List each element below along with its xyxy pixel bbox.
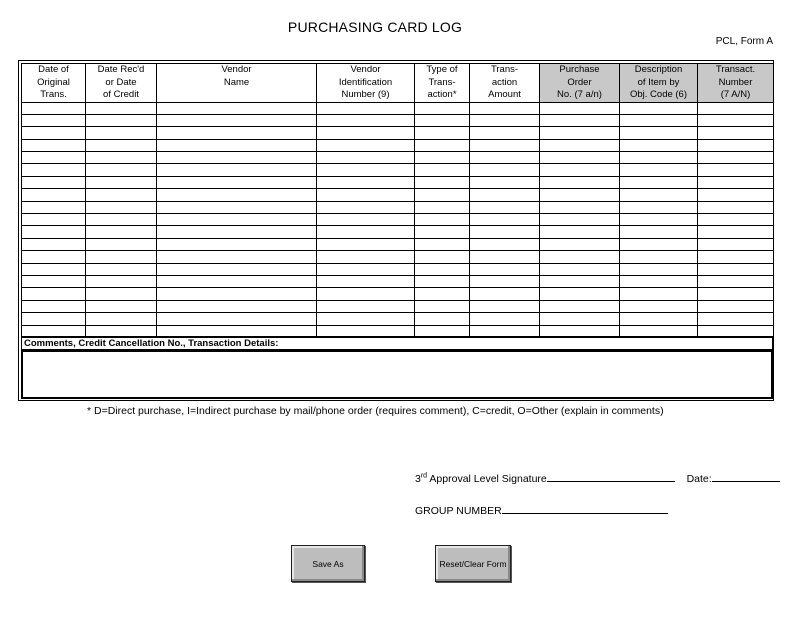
column-header-line: Number — [718, 76, 753, 88]
table-cell[interactable] — [317, 102, 415, 114]
table-cell[interactable] — [415, 263, 470, 275]
column-header — [22, 64, 86, 103]
table-cell[interactable] — [317, 251, 415, 263]
table-row — [22, 300, 774, 312]
table-header-row — [22, 64, 774, 103]
table-cell[interactable] — [620, 164, 698, 176]
table-cell[interactable] — [22, 313, 86, 325]
table-cell[interactable] — [86, 313, 157, 325]
table-cell[interactable] — [22, 288, 86, 300]
table-cell[interactable] — [317, 127, 415, 139]
signature-field[interactable] — [547, 471, 675, 482]
table-cell[interactable] — [415, 275, 470, 287]
table-cell[interactable] — [470, 139, 540, 151]
column-header-line: action — [491, 76, 518, 88]
column-header-line: Original — [37, 76, 70, 88]
table-cell[interactable] — [86, 226, 157, 238]
column-header-line: Trans. — [40, 89, 67, 100]
table-cell[interactable] — [157, 214, 317, 226]
column-header-line: Name — [223, 76, 250, 88]
table-cell[interactable] — [470, 201, 540, 213]
table-cell[interactable] — [415, 139, 470, 151]
table-cell[interactable] — [415, 102, 470, 114]
column-header — [415, 64, 470, 103]
table-cell[interactable] — [620, 226, 698, 238]
table-cell[interactable] — [22, 189, 86, 201]
table-cell[interactable] — [317, 275, 415, 287]
table-cell[interactable] — [157, 275, 317, 287]
table-cell[interactable] — [317, 214, 415, 226]
column-header-line: Date Rec'd — [97, 64, 145, 75]
table-cell[interactable] — [620, 263, 698, 275]
group-number-field[interactable] — [502, 503, 668, 514]
table-cell[interactable] — [86, 189, 157, 201]
table-cell[interactable] — [470, 313, 540, 325]
column-header-line: No. (7 a/n) — [557, 89, 602, 100]
table-cell[interactable] — [86, 275, 157, 287]
table-cell[interactable] — [22, 275, 86, 287]
table-cell[interactable] — [540, 263, 620, 275]
table-cell[interactable] — [698, 313, 774, 325]
table-cell[interactable] — [86, 238, 157, 250]
table-cell[interactable] — [470, 176, 540, 188]
table-cell[interactable] — [22, 176, 86, 188]
table-cell[interactable] — [470, 102, 540, 114]
table-cell[interactable] — [540, 189, 620, 201]
column-header-line: Purchase — [559, 64, 600, 75]
table-cell[interactable] — [22, 164, 86, 176]
column-header-line: Type of — [426, 64, 458, 75]
column-header-line: Vendor — [350, 64, 381, 75]
table-cell[interactable] — [540, 226, 620, 238]
table-cell[interactable] — [470, 263, 540, 275]
table-cell[interactable] — [86, 300, 157, 312]
table-cell[interactable] — [698, 238, 774, 250]
table-cell[interactable] — [470, 114, 540, 126]
table-cell[interactable] — [698, 176, 774, 188]
column-header — [698, 64, 774, 103]
table-cell[interactable] — [22, 127, 86, 139]
table-cell[interactable] — [698, 300, 774, 312]
table-cell[interactable] — [157, 127, 317, 139]
column-header-line: Amount — [488, 89, 521, 100]
table-cell[interactable] — [470, 238, 540, 250]
table-cell[interactable] — [317, 263, 415, 275]
table-cell[interactable] — [415, 189, 470, 201]
table-row — [22, 238, 774, 250]
table-cell[interactable] — [317, 313, 415, 325]
table-cell[interactable] — [698, 114, 774, 126]
table-cell[interactable] — [317, 189, 415, 201]
table-cell[interactable] — [540, 238, 620, 250]
column-header-line — [157, 89, 316, 101]
table-cell[interactable] — [157, 226, 317, 238]
group-number-label: GROUP NUMBER — [415, 505, 502, 517]
column-header-line: or Date — [105, 76, 137, 88]
table-cell[interactable] — [698, 275, 774, 287]
table-cell[interactable] — [540, 275, 620, 287]
table-cell[interactable] — [86, 201, 157, 213]
table-cell[interactable] — [540, 288, 620, 300]
table-cell[interactable] — [157, 201, 317, 213]
table-cell[interactable] — [317, 238, 415, 250]
table-row — [22, 176, 774, 188]
table-cell[interactable] — [317, 300, 415, 312]
table-cell[interactable] — [157, 114, 317, 126]
table-cell[interactable] — [317, 114, 415, 126]
table-cell[interactable] — [470, 214, 540, 226]
table-cell[interactable] — [317, 288, 415, 300]
column-header — [620, 64, 698, 103]
table-cell[interactable] — [415, 152, 470, 164]
signature-ordinal-suffix: rd — [420, 472, 428, 480]
table-row — [22, 201, 774, 213]
table-cell[interactable] — [415, 226, 470, 238]
table-cell[interactable] — [620, 114, 698, 126]
table-cell[interactable] — [620, 176, 698, 188]
table-body — [22, 102, 774, 337]
table-cell[interactable] — [157, 251, 317, 263]
table-cell[interactable] — [86, 127, 157, 139]
column-header-line: (7 A/N) — [720, 89, 751, 100]
table-cell[interactable] — [698, 164, 774, 176]
table-cell[interactable] — [620, 251, 698, 263]
table-cell[interactable] — [540, 164, 620, 176]
table-cell[interactable] — [540, 102, 620, 114]
table-cell[interactable] — [22, 226, 86, 238]
table-cell[interactable] — [620, 152, 698, 164]
signature-row — [415, 471, 780, 485]
table-cell[interactable] — [415, 251, 470, 263]
table-cell[interactable] — [620, 313, 698, 325]
table-cell[interactable] — [317, 176, 415, 188]
comments-label: Comments, Credit Cancellation No., Transaction Details: — [21, 336, 773, 350]
table-cell[interactable] — [698, 152, 774, 164]
table-cell[interactable] — [620, 102, 698, 114]
table-cell[interactable] — [22, 263, 86, 275]
table-cell[interactable] — [698, 189, 774, 201]
table-cell[interactable] — [620, 300, 698, 312]
table-cell[interactable] — [698, 251, 774, 263]
table-cell[interactable] — [415, 114, 470, 126]
table-cell[interactable] — [698, 102, 774, 114]
table-cell[interactable] — [415, 201, 470, 213]
table-cell[interactable] — [620, 288, 698, 300]
table-row — [22, 164, 774, 176]
group-number-row — [415, 503, 668, 517]
table-cell[interactable] — [22, 238, 86, 250]
table-cell[interactable] — [540, 300, 620, 312]
table-cell[interactable] — [415, 288, 470, 300]
table-cell[interactable] — [86, 176, 157, 188]
table-cell[interactable] — [540, 152, 620, 164]
column-header-line: Order — [567, 76, 592, 88]
table-cell[interactable] — [415, 300, 470, 312]
table-cell[interactable] — [22, 152, 86, 164]
table-cell[interactable] — [157, 313, 317, 325]
transaction-type-footnote: * D=Direct purchase, I=Indirect purchase by mail/phone order (requires comment), C=credit, O=Other (explain in comments) — [87, 405, 664, 417]
table-cell[interactable] — [22, 201, 86, 213]
column-header-line: Trans- — [428, 76, 456, 88]
table-cell[interactable] — [86, 263, 157, 275]
table-cell[interactable] — [22, 102, 86, 114]
table-cell[interactable] — [157, 189, 317, 201]
table-cell[interactable] — [698, 226, 774, 238]
column-header — [540, 64, 620, 103]
table-cell[interactable] — [86, 139, 157, 151]
table-cell[interactable] — [540, 313, 620, 325]
table-cell[interactable] — [470, 152, 540, 164]
table-cell[interactable] — [540, 127, 620, 139]
table-cell[interactable] — [540, 251, 620, 263]
comments-field[interactable] — [21, 350, 773, 399]
table-cell[interactable] — [540, 139, 620, 151]
table-cell[interactable] — [620, 189, 698, 201]
table-row — [22, 127, 774, 139]
column-header-line: of Credit — [103, 89, 139, 100]
table-cell[interactable] — [470, 127, 540, 139]
table-cell[interactable] — [540, 201, 620, 213]
table-cell[interactable] — [157, 288, 317, 300]
table-cell[interactable] — [317, 226, 415, 238]
column-header-line: Identification — [338, 76, 393, 88]
table-cell[interactable] — [86, 251, 157, 263]
column-header-line: action* — [427, 89, 457, 100]
column-header — [86, 64, 157, 103]
column-header-line: Description — [634, 64, 683, 75]
table-cell[interactable] — [22, 300, 86, 312]
table-cell[interactable] — [415, 313, 470, 325]
table-cell[interactable] — [698, 288, 774, 300]
table-cell[interactable] — [86, 114, 157, 126]
table-cell[interactable] — [620, 139, 698, 151]
column-header-line: Vendor — [221, 64, 252, 76]
table-cell[interactable] — [540, 214, 620, 226]
signature-ordinal: 3 — [415, 473, 421, 485]
table-cell[interactable] — [540, 176, 620, 188]
table-cell[interactable] — [157, 164, 317, 176]
table-row — [22, 214, 774, 226]
table-cell[interactable] — [470, 189, 540, 201]
column-header — [470, 64, 540, 103]
column-header — [317, 64, 415, 103]
table-cell[interactable] — [157, 176, 317, 188]
table-cell[interactable] — [317, 201, 415, 213]
table-cell[interactable] — [157, 139, 317, 151]
table-row — [22, 114, 774, 126]
table-cell[interactable] — [86, 214, 157, 226]
table-cell[interactable] — [22, 114, 86, 126]
table-cell[interactable] — [157, 102, 317, 114]
table-cell[interactable] — [22, 139, 86, 151]
table-cell[interactable] — [470, 164, 540, 176]
table-cell[interactable] — [317, 164, 415, 176]
table-cell[interactable] — [470, 275, 540, 287]
table-cell[interactable] — [470, 251, 540, 263]
table-cell[interactable] — [157, 300, 317, 312]
form-id: PCL, Form A — [715, 36, 773, 47]
table-cell[interactable] — [415, 176, 470, 188]
column-header-line: Number (9) — [341, 89, 390, 100]
reset-clear-form-button[interactable]: Reset/Clear Form — [435, 545, 511, 582]
column-header-line: of Item by — [637, 76, 680, 88]
column-header — [157, 64, 317, 103]
table-row — [22, 189, 774, 201]
table-row — [22, 251, 774, 263]
date-field[interactable] — [712, 471, 780, 482]
table-cell[interactable] — [698, 201, 774, 213]
column-header-line: Obj. Code (6) — [629, 89, 688, 100]
table-cell[interactable] — [698, 263, 774, 275]
table-cell[interactable] — [86, 102, 157, 114]
column-header-line: Trans- — [490, 64, 519, 75]
save-as-button[interactable]: Save As — [291, 545, 365, 582]
table-cell[interactable] — [698, 127, 774, 139]
table-cell[interactable] — [620, 201, 698, 213]
table-row — [22, 263, 774, 275]
purchasing-log-table — [21, 63, 774, 338]
column-header-line: Date of — [38, 64, 69, 75]
table-cell[interactable] — [22, 214, 86, 226]
table-row — [22, 152, 774, 164]
table-cell[interactable] — [470, 300, 540, 312]
table-cell[interactable] — [540, 114, 620, 126]
table-cell[interactable] — [620, 238, 698, 250]
table-cell[interactable] — [415, 238, 470, 250]
table-row — [22, 139, 774, 151]
table-cell[interactable] — [415, 214, 470, 226]
table-cell[interactable] — [317, 139, 415, 151]
table-cell[interactable] — [22, 251, 86, 263]
table-cell[interactable] — [157, 152, 317, 164]
table-row — [22, 275, 774, 287]
table-cell[interactable] — [415, 127, 470, 139]
column-header-line: Transact. — [715, 64, 756, 75]
table-cell[interactable] — [620, 214, 698, 226]
table-row — [22, 313, 774, 325]
table-cell[interactable] — [415, 164, 470, 176]
table-cell[interactable] — [698, 139, 774, 151]
table-cell[interactable] — [317, 152, 415, 164]
table-row — [22, 288, 774, 300]
table-cell[interactable] — [86, 288, 157, 300]
table-cell[interactable] — [620, 127, 698, 139]
table-cell[interactable] — [157, 263, 317, 275]
signature-label: Approval Level Signature — [429, 473, 547, 485]
table-cell[interactable] — [157, 238, 317, 250]
table-cell[interactable] — [86, 152, 157, 164]
form-title: PURCHASING CARD LOG — [287, 19, 463, 35]
table-row — [22, 226, 774, 238]
table-cell[interactable] — [698, 214, 774, 226]
table-cell[interactable] — [86, 164, 157, 176]
table-cell[interactable] — [470, 288, 540, 300]
table-row — [22, 102, 774, 114]
table-cell[interactable] — [620, 275, 698, 287]
table-cell[interactable] — [470, 226, 540, 238]
date-label: Date: — [686, 473, 712, 485]
